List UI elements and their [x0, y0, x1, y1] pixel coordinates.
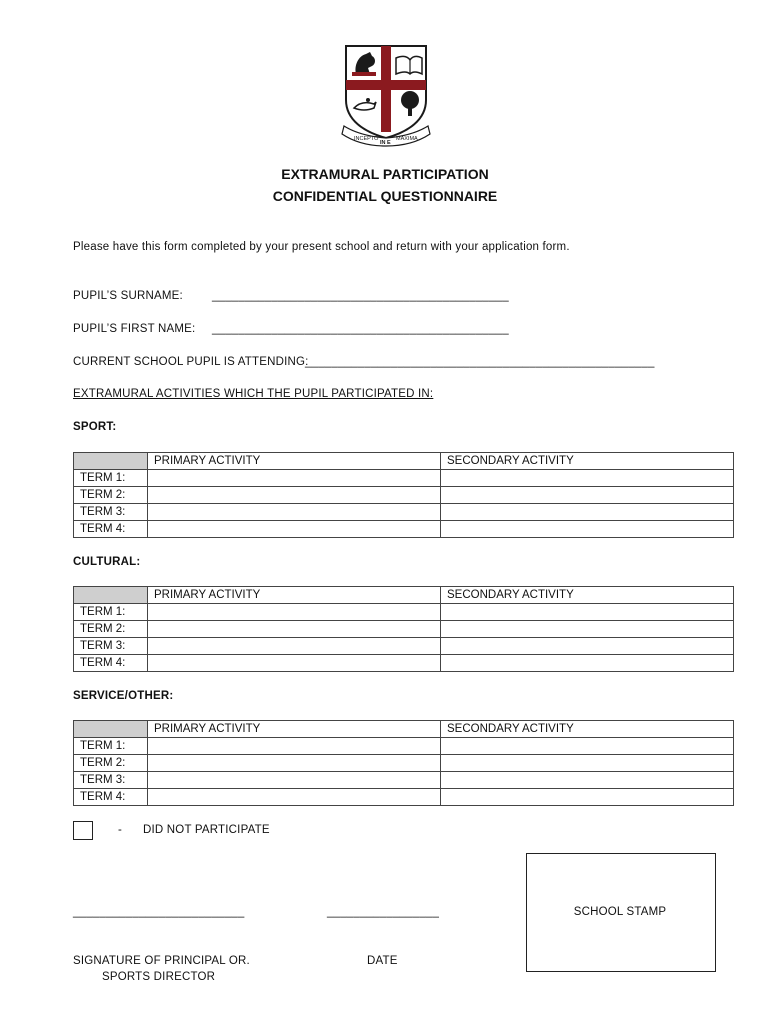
table-row [74, 638, 734, 655]
term-label: TERM 1: [74, 470, 148, 487]
signature-label: SIGNATURE OF PRINCIPAL OR. [73, 955, 250, 967]
date-line[interactable]: _________________ [327, 906, 440, 918]
col-header-primary: PRIMARY ACTIVITY [148, 721, 441, 738]
term-label: TERM 1: [74, 604, 148, 621]
sport-table [73, 452, 734, 538]
col-header-secondary: SECONDARY ACTIVITY [441, 587, 734, 604]
primary-cell[interactable] [148, 789, 441, 806]
secondary-cell[interactable] [441, 738, 734, 755]
primary-cell[interactable] [148, 604, 441, 621]
school-crest-logo [340, 42, 432, 148]
primary-cell[interactable] [148, 755, 441, 772]
term-label: TERM 2: [74, 621, 148, 638]
secondary-cell[interactable] [441, 504, 734, 521]
section-title-sport: SPORT: [73, 421, 117, 433]
term-label: TERM 3: [74, 638, 148, 655]
secondary-cell[interactable] [441, 604, 734, 621]
primary-cell[interactable] [148, 487, 441, 504]
primary-cell[interactable] [148, 470, 441, 487]
table-corner [74, 587, 148, 604]
did-not-participate-checkbox[interactable] [73, 821, 93, 840]
crest-motto-right: MAXIMA [396, 136, 418, 142]
primary-cell[interactable] [148, 504, 441, 521]
school-input-line[interactable]: _____________________________________________________ [305, 356, 655, 368]
term-label: TERM 3: [74, 504, 148, 521]
secondary-cell[interactable] [441, 638, 734, 655]
activities-heading: EXTRAMURAL ACTIVITIES WHICH THE PUPIL PARTICIPATED IN: [73, 388, 434, 400]
signature-line[interactable]: __________________________ [73, 906, 245, 918]
crest-motto-mid: IN E [380, 140, 391, 146]
col-header-primary: PRIMARY ACTIVITY [148, 587, 441, 604]
term-label: TERM 3: [74, 772, 148, 789]
intro-text: Please have this form completed by your present school and return with your application form. [73, 241, 570, 253]
did-not-participate-label: DID NOT PARTICIPATE [143, 824, 270, 836]
firstname-label: PUPIL’S FIRST NAME: [73, 323, 196, 335]
term-label: TERM 2: [74, 755, 148, 772]
table-row [74, 504, 734, 521]
secondary-cell[interactable] [441, 655, 734, 672]
surname-label: PUPIL’S SURNAME: [73, 290, 183, 302]
title-line-2: CONFIDENTIAL QUESTIONNAIRE [272, 188, 498, 204]
table-row [74, 655, 734, 672]
firstname-input-line[interactable]: _____________________________________________ [212, 323, 509, 335]
title-line-1: EXTRAMURAL PARTICIPATION [281, 166, 489, 182]
school-label: CURRENT SCHOOL PUPIL IS ATTENDING: [73, 356, 309, 368]
primary-cell[interactable] [148, 521, 441, 538]
primary-cell[interactable] [148, 738, 441, 755]
signature-label-2: SPORTS DIRECTOR [102, 971, 216, 983]
col-header-secondary: SECONDARY ACTIVITY [441, 453, 734, 470]
section-title-cultural: CULTURAL: [73, 556, 141, 568]
secondary-cell[interactable] [441, 772, 734, 789]
term-label: TERM 2: [74, 487, 148, 504]
term-label: TERM 4: [74, 655, 148, 672]
table-row [74, 470, 734, 487]
crest-motto-left: INCEPTO [354, 136, 379, 142]
table-row [74, 789, 734, 806]
secondary-cell[interactable] [441, 521, 734, 538]
secondary-cell[interactable] [441, 487, 734, 504]
table-corner [74, 453, 148, 470]
primary-cell[interactable] [148, 638, 441, 655]
term-label: TERM 1: [74, 738, 148, 755]
col-header-secondary: SECONDARY ACTIVITY [441, 721, 734, 738]
term-label: TERM 4: [74, 521, 148, 538]
secondary-cell[interactable] [441, 789, 734, 806]
secondary-cell[interactable] [441, 470, 734, 487]
table-row [74, 738, 734, 755]
primary-cell[interactable] [148, 621, 441, 638]
service-table [73, 720, 734, 806]
cultural-table [73, 586, 734, 672]
surname-input-line[interactable]: _____________________________________________ [212, 290, 509, 302]
table-row [74, 604, 734, 621]
table-row [74, 487, 734, 504]
primary-cell[interactable] [148, 655, 441, 672]
term-label: TERM 4: [74, 789, 148, 806]
table-row [74, 621, 734, 638]
date-label: DATE [367, 955, 398, 967]
primary-cell[interactable] [148, 772, 441, 789]
table-row [74, 755, 734, 772]
secondary-cell[interactable] [441, 621, 734, 638]
checkbox-dash: - [118, 824, 123, 836]
table-row [74, 521, 734, 538]
secondary-cell[interactable] [441, 755, 734, 772]
table-corner [74, 721, 148, 738]
section-title-service: SERVICE/OTHER: [73, 690, 174, 702]
table-row [74, 772, 734, 789]
school-stamp-label: SCHOOL STAMP [573, 906, 667, 918]
col-header-primary: PRIMARY ACTIVITY [148, 453, 441, 470]
